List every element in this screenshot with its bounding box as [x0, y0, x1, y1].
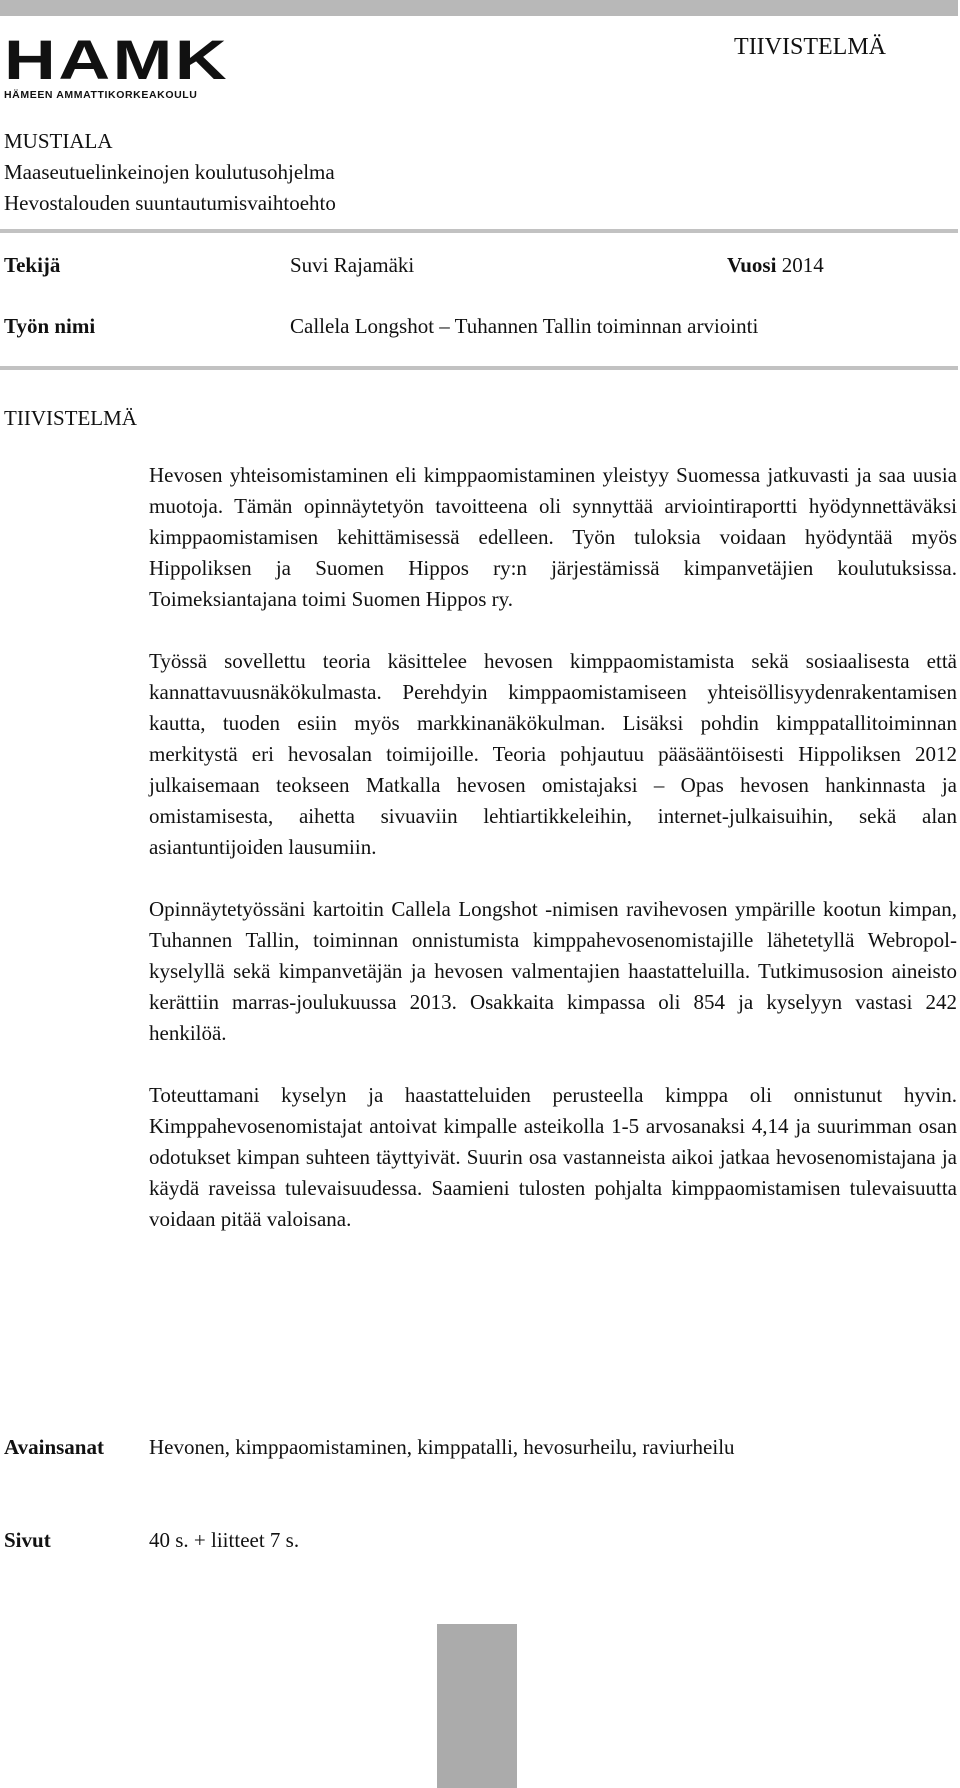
divider-middle — [0, 366, 958, 370]
author-label: Tekijä — [4, 253, 61, 277]
top-rule-bar — [0, 0, 958, 16]
abstract-body — [149, 460, 957, 1266]
pages-label: Sivut — [4, 1528, 51, 1552]
thesis-title: Callela Longshot – Tuhannen Tallin toiminnan arviointi — [290, 314, 759, 338]
abstract-heading: TIIVISTELMÄ — [4, 406, 137, 430]
specialization: Hevostalouden suuntautumisvaihtoehto — [4, 191, 336, 215]
logo-subtitle: HÄMEEN AMMATTIKORKEAKOULU — [4, 89, 198, 101]
hamk-logo — [4, 28, 230, 101]
year-label: Vuosi — [727, 253, 777, 277]
programme: Maaseutuelinkeinojen koulutusohjelma — [4, 160, 335, 184]
campus: MUSTIALA — [4, 129, 113, 153]
pages-value: 40 s. + liitteet 7 s. — [149, 1528, 300, 1552]
title-label: Työn nimi — [4, 314, 96, 338]
abstract-paragraph-2: Työssä sovellettu teoria käsittelee hevosen kimppaomistamista sekä sosiaalisesta että kannattavuusnäkökulmasta. Perehdyin kimppaomistamiseen yhteisöllisyydenrakentamisen kautta, tuoden esiin myös markkinanäkökulman. Lisäksi pohdin kimppatallitoiminnan merkitystä eri hevosalan toimijoille. Teoria pohjautuu pääsääntöisesti Hippoliksen 2012 julkaisemaan teokseen Matkalla hevosen omistajaksi – Opas hevosen hankinnasta ja omistamisesta, aihetta sivuaviin lehtiartikkeleihin, internet-julkaisuihin, sekä alan asiantuntijoiden lausumiin. — [149, 649, 957, 859]
keywords-label: Avainsanat — [4, 1435, 104, 1459]
document-type: TIIVISTELMÄ — [734, 34, 886, 60]
author-name: Suvi Rajamäki — [290, 253, 415, 277]
abstract-paragraph-4: Toteuttamani kyselyn ja haastatteluiden perusteella kimppa oli onnistunut hyvin. Kimppahevosenomistajat antoivat kimpalle asteikolla 1-5 arvosanaksi 4,14 ja suurimman osan odotukset kimpan suhteen täyttyivät. Suurin osa vastanneista aikoi jatkaa hevosenomistajana ja käydä raveissa tulevaisuudessa. Saamieni tulosten pohjalta kimppaomistamisen tulevaisuutta voidaan pitää valoisana. — [149, 1083, 957, 1231]
footer-grey-block — [437, 1624, 517, 1788]
abstract-paragraph-3: Opinnäytetyössäni kartoitin Callela Longshot -nimisen ravihevosen ympärille kootun kimpan, Tuhannen Tallin, toiminnan onnistumista kimppahevosenomistajille lähetetyllä Webropol-kyselyllä sekä kimpanvetäjän ja hevosen valmentajien haastatteluilla. Tutkimusosion aineisto kerättiin marras-joulukuussa 2013. Osakkaita kimpassa oli 854 ja kyselyyn vastasi 242 henkilöä. — [149, 897, 957, 1045]
year-field — [727, 253, 824, 278]
organization-block — [4, 126, 336, 219]
keywords-value: Hevonen, kimppaomistaminen, kimppatalli, hevosurheilu, raviurheilu — [149, 1435, 735, 1459]
divider-top — [0, 229, 958, 233]
abstract-paragraph-1: Hevosen yhteisomistaminen eli kimppaomistaminen yleistyy Suomessa jatkuvasti ja saa uusia muotoja. Tämän opinnäytetyön tavoitteena oli synnyttää arviointiraportti hyödynnettäväksi kimppaomistamisen kehittämisessä edelleen. Työn tuloksia voidaan hyödyntää myös Hippoliksen ja Suomen Hippos ry:n järjestämissä kimpanvetäjien koulutuksissa. Toimeksiantajana toimi Suomen Hippos ry. — [149, 463, 957, 611]
year-value: 2014 — [781, 253, 824, 277]
logo-wordmark: HAMK — [4, 28, 230, 91]
